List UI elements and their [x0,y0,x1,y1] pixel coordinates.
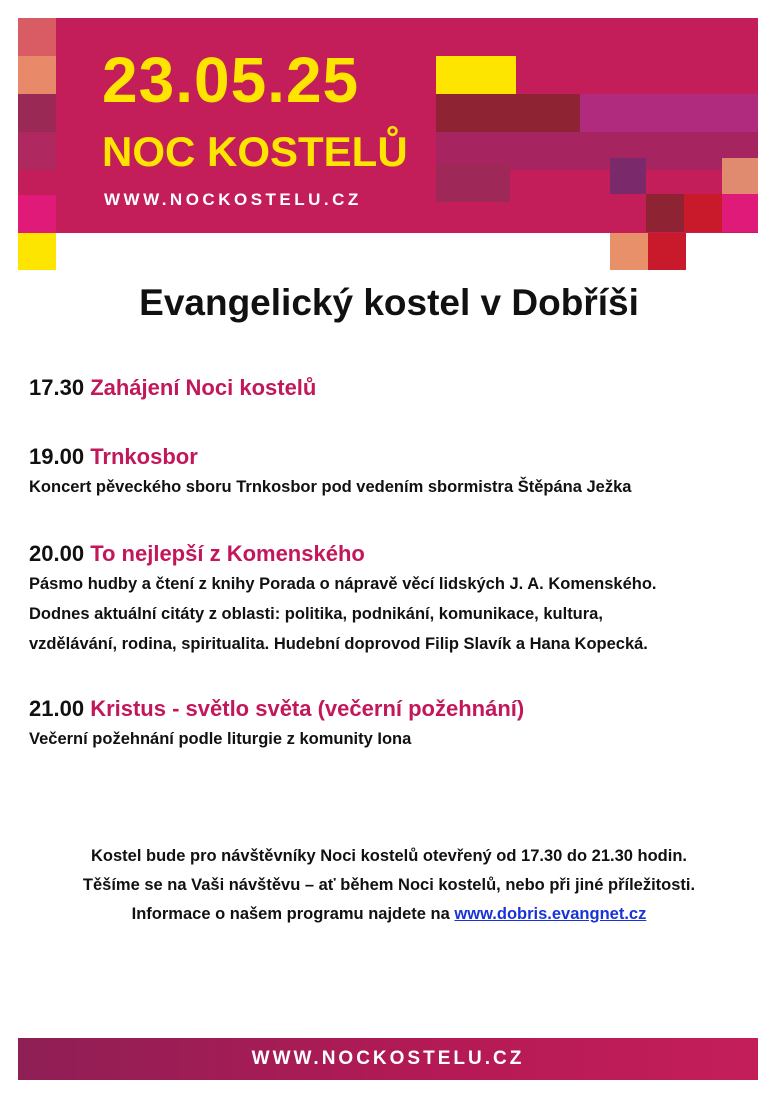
program-time: 19.00 [29,444,85,469]
decor-square [648,233,686,270]
program-item [29,694,749,754]
program-time: 20.00 [29,541,85,566]
decor-square [684,194,722,232]
bottom-url: WWW.NOCKOSTELU.CZ [251,1048,525,1069]
program-title: Zahájení Noci kostelů [90,375,317,400]
program-item [29,373,749,403]
decor-square [722,158,758,194]
decor-square [18,56,56,94]
website-link[interactable]: www.dobris.evangnet.cz [454,905,647,923]
program-item [29,442,749,502]
program-time: 17.30 [29,375,85,400]
decor-square [436,94,580,132]
decor-square [610,158,646,194]
decor-square [18,195,56,233]
bottom-bar [18,1038,758,1080]
decor-square [18,94,56,132]
footer-line: Těšíme se na Vaši návštěvu – ať během Noci kostelů, nebo při jiné příležitosti. [82,876,696,894]
decor-square [436,164,510,202]
decor-square [722,194,758,232]
program-description: Dodnes aktuální citáty z oblasti: politika, podnikání, komunikace, kultura, [29,605,603,623]
decor-square [18,18,56,56]
program-description: Večerní požehnání podle liturgie z komunity Iona [29,730,412,748]
decor-square [18,170,56,195]
event-date: 23.05.25 [102,44,360,116]
decor-square [646,194,684,232]
footer-line: Kostel bude pro návštěvníky Noci kostelů otevřený od 17.30 do 21.30 hodin. [91,847,687,865]
program-title: To nejlepší z Komenského [90,541,365,566]
decor-square [580,94,758,132]
header-banner [18,18,758,270]
page-title: Evangelický kostel v Dobříši [139,282,639,323]
decor-square [610,233,648,270]
program-description: vzdělávání, rodina, spiritualita. Hudební doprovod Filip Slavík a Hana Kopecká. [29,635,648,653]
program-title: Trnkosbor [90,444,198,469]
footer-line [0,900,778,929]
footer-note [0,842,778,929]
decor-square [18,132,56,170]
program-item [29,539,749,659]
program-description: Pásmo hudby a čtení z knihy Porada o nápravě věcí lidských J. A. Komenského. [29,575,657,593]
banner-url: WWW.NOCKOSTELU.CZ [104,190,362,209]
program-description: Koncert pěveckého sboru Trnkosbor pod vedením sbormistra Štěpána Ježka [29,478,632,496]
decor-square [436,56,516,94]
program-title: Kristus - světlo světa (večerní požehnání) [90,696,525,721]
footer-line-prefix: Informace o našem programu najdete na [131,905,450,923]
decor-square [18,233,56,270]
event-name-logo: NOC KOSTELŮ [102,128,408,175]
program-time: 21.00 [29,696,85,721]
